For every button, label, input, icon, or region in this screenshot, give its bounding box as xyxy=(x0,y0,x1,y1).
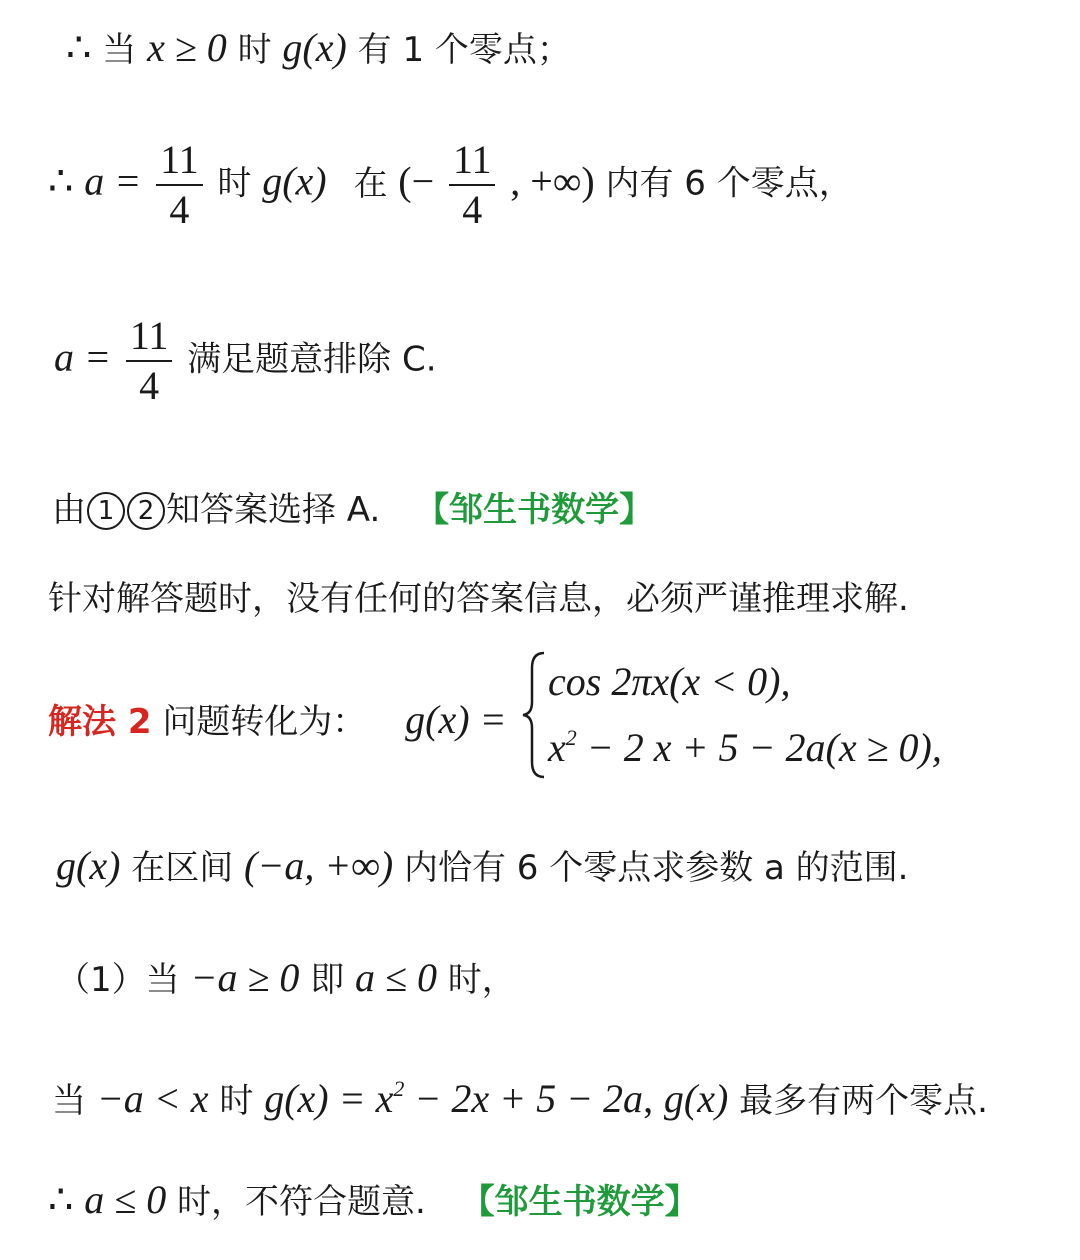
fraction-numerator: 11 xyxy=(449,140,496,186)
line-4 xyxy=(52,492,653,530)
case-2-exponent: 2 xyxy=(565,725,577,750)
line-1 xyxy=(66,25,571,70)
fraction-numerator: 11 xyxy=(126,316,173,362)
fraction-11-4 xyxy=(156,137,203,232)
line-10 xyxy=(48,1177,699,1222)
text-shi: 时 xyxy=(237,30,272,70)
case-2-rest: − 2 x + 5 − 2a(x ≥ 0), xyxy=(576,725,942,770)
case-2-x: x xyxy=(548,725,566,770)
math-condition: −a ≥ 0 xyxy=(190,955,300,1000)
interval-open: (− xyxy=(398,158,435,204)
fraction-denominator: 4 xyxy=(139,363,160,408)
fraction-numerator: 11 xyxy=(156,140,203,186)
fraction-denominator: 4 xyxy=(169,187,190,232)
text-rest: 内恰有 6 个零点求参数 a 的范围. xyxy=(403,848,909,888)
math-interval: (−a, +∞) xyxy=(244,843,394,888)
case-1: cos 2πx(x < 0), xyxy=(548,659,791,704)
method-label: 解法 2 xyxy=(48,702,152,742)
fraction-11-4-interval xyxy=(449,137,496,232)
math-gx: g(x) xyxy=(56,843,121,888)
math-g-eq: g(x) = xyxy=(405,697,507,742)
text-step-1: （1）当 xyxy=(56,960,180,1000)
piecewise-cases xyxy=(548,652,968,777)
line-8 xyxy=(56,955,516,1000)
math-condition: x ≥ 0 xyxy=(147,25,227,70)
math-gx: g(x) xyxy=(262,158,327,204)
therefore-symbol: ∴ xyxy=(48,1177,74,1222)
math-a-eq: a = xyxy=(54,334,111,380)
math-condition-2: a ≤ 0 xyxy=(355,955,437,1000)
left-brace xyxy=(520,650,550,780)
text-ji: 即 xyxy=(310,960,345,1000)
text-rest: 满足题意排除 C. xyxy=(187,339,437,380)
line-3 xyxy=(54,313,437,408)
math-a-eq: a = xyxy=(84,158,142,204)
text-zai: 在 xyxy=(353,163,388,204)
text-rest: 内有 6 个零点， xyxy=(605,163,853,204)
brand-tag: 【邹生书数学】 xyxy=(460,1182,699,1222)
case-2 xyxy=(548,724,942,771)
comma: , xyxy=(643,1076,654,1121)
text-rest: 有 1 个零点； xyxy=(357,30,571,70)
math-equation xyxy=(264,1076,643,1121)
math-gx: g(x) xyxy=(282,25,347,70)
text-rest: 最多有两个零点. xyxy=(739,1081,988,1121)
circled-number-1: 1 xyxy=(87,492,125,530)
line-2 xyxy=(48,137,853,232)
text-rest: 知答案选择 A. xyxy=(166,490,381,530)
paragraph-text: 针对解答题时，没有任何的答案信息，必须严谨推理求解. xyxy=(48,579,909,619)
line-7 xyxy=(56,843,909,888)
text-transform: 问题转化为： xyxy=(162,702,367,742)
text-rest: 时，不符合题意. xyxy=(177,1182,426,1222)
text-you: 由 xyxy=(52,490,86,530)
line-9 xyxy=(52,1078,988,1119)
math-gx: g(x) xyxy=(663,1076,729,1121)
brand-tag: 【邹生书数学】 xyxy=(415,490,654,530)
math-equation-tail: − 2x + 5 − 2a xyxy=(404,1076,644,1121)
fraction-11-4 xyxy=(126,313,173,408)
circled-number-2: 2 xyxy=(127,492,165,530)
therefore-symbol: ∴ xyxy=(66,25,92,70)
math-condition: −a < x xyxy=(96,1076,209,1121)
text-when: 当 xyxy=(52,1081,86,1121)
interval-close: , +∞) xyxy=(510,158,595,204)
therefore-symbol: ∴ xyxy=(48,158,74,204)
text-shi: 时 xyxy=(219,1081,254,1121)
math-condition: a ≤ 0 xyxy=(84,1177,167,1222)
text-rest: 时， xyxy=(447,960,516,1000)
text-when: 当 xyxy=(102,30,137,70)
math-exponent: 2 xyxy=(393,1076,405,1101)
text-shi: 时 xyxy=(217,163,252,204)
fraction-denominator: 4 xyxy=(462,187,483,232)
line-6 xyxy=(48,697,507,742)
text-interval-label: 在区间 xyxy=(131,848,234,888)
math-equation-head: g(x) = x xyxy=(264,1076,394,1121)
line-5 xyxy=(48,579,909,619)
